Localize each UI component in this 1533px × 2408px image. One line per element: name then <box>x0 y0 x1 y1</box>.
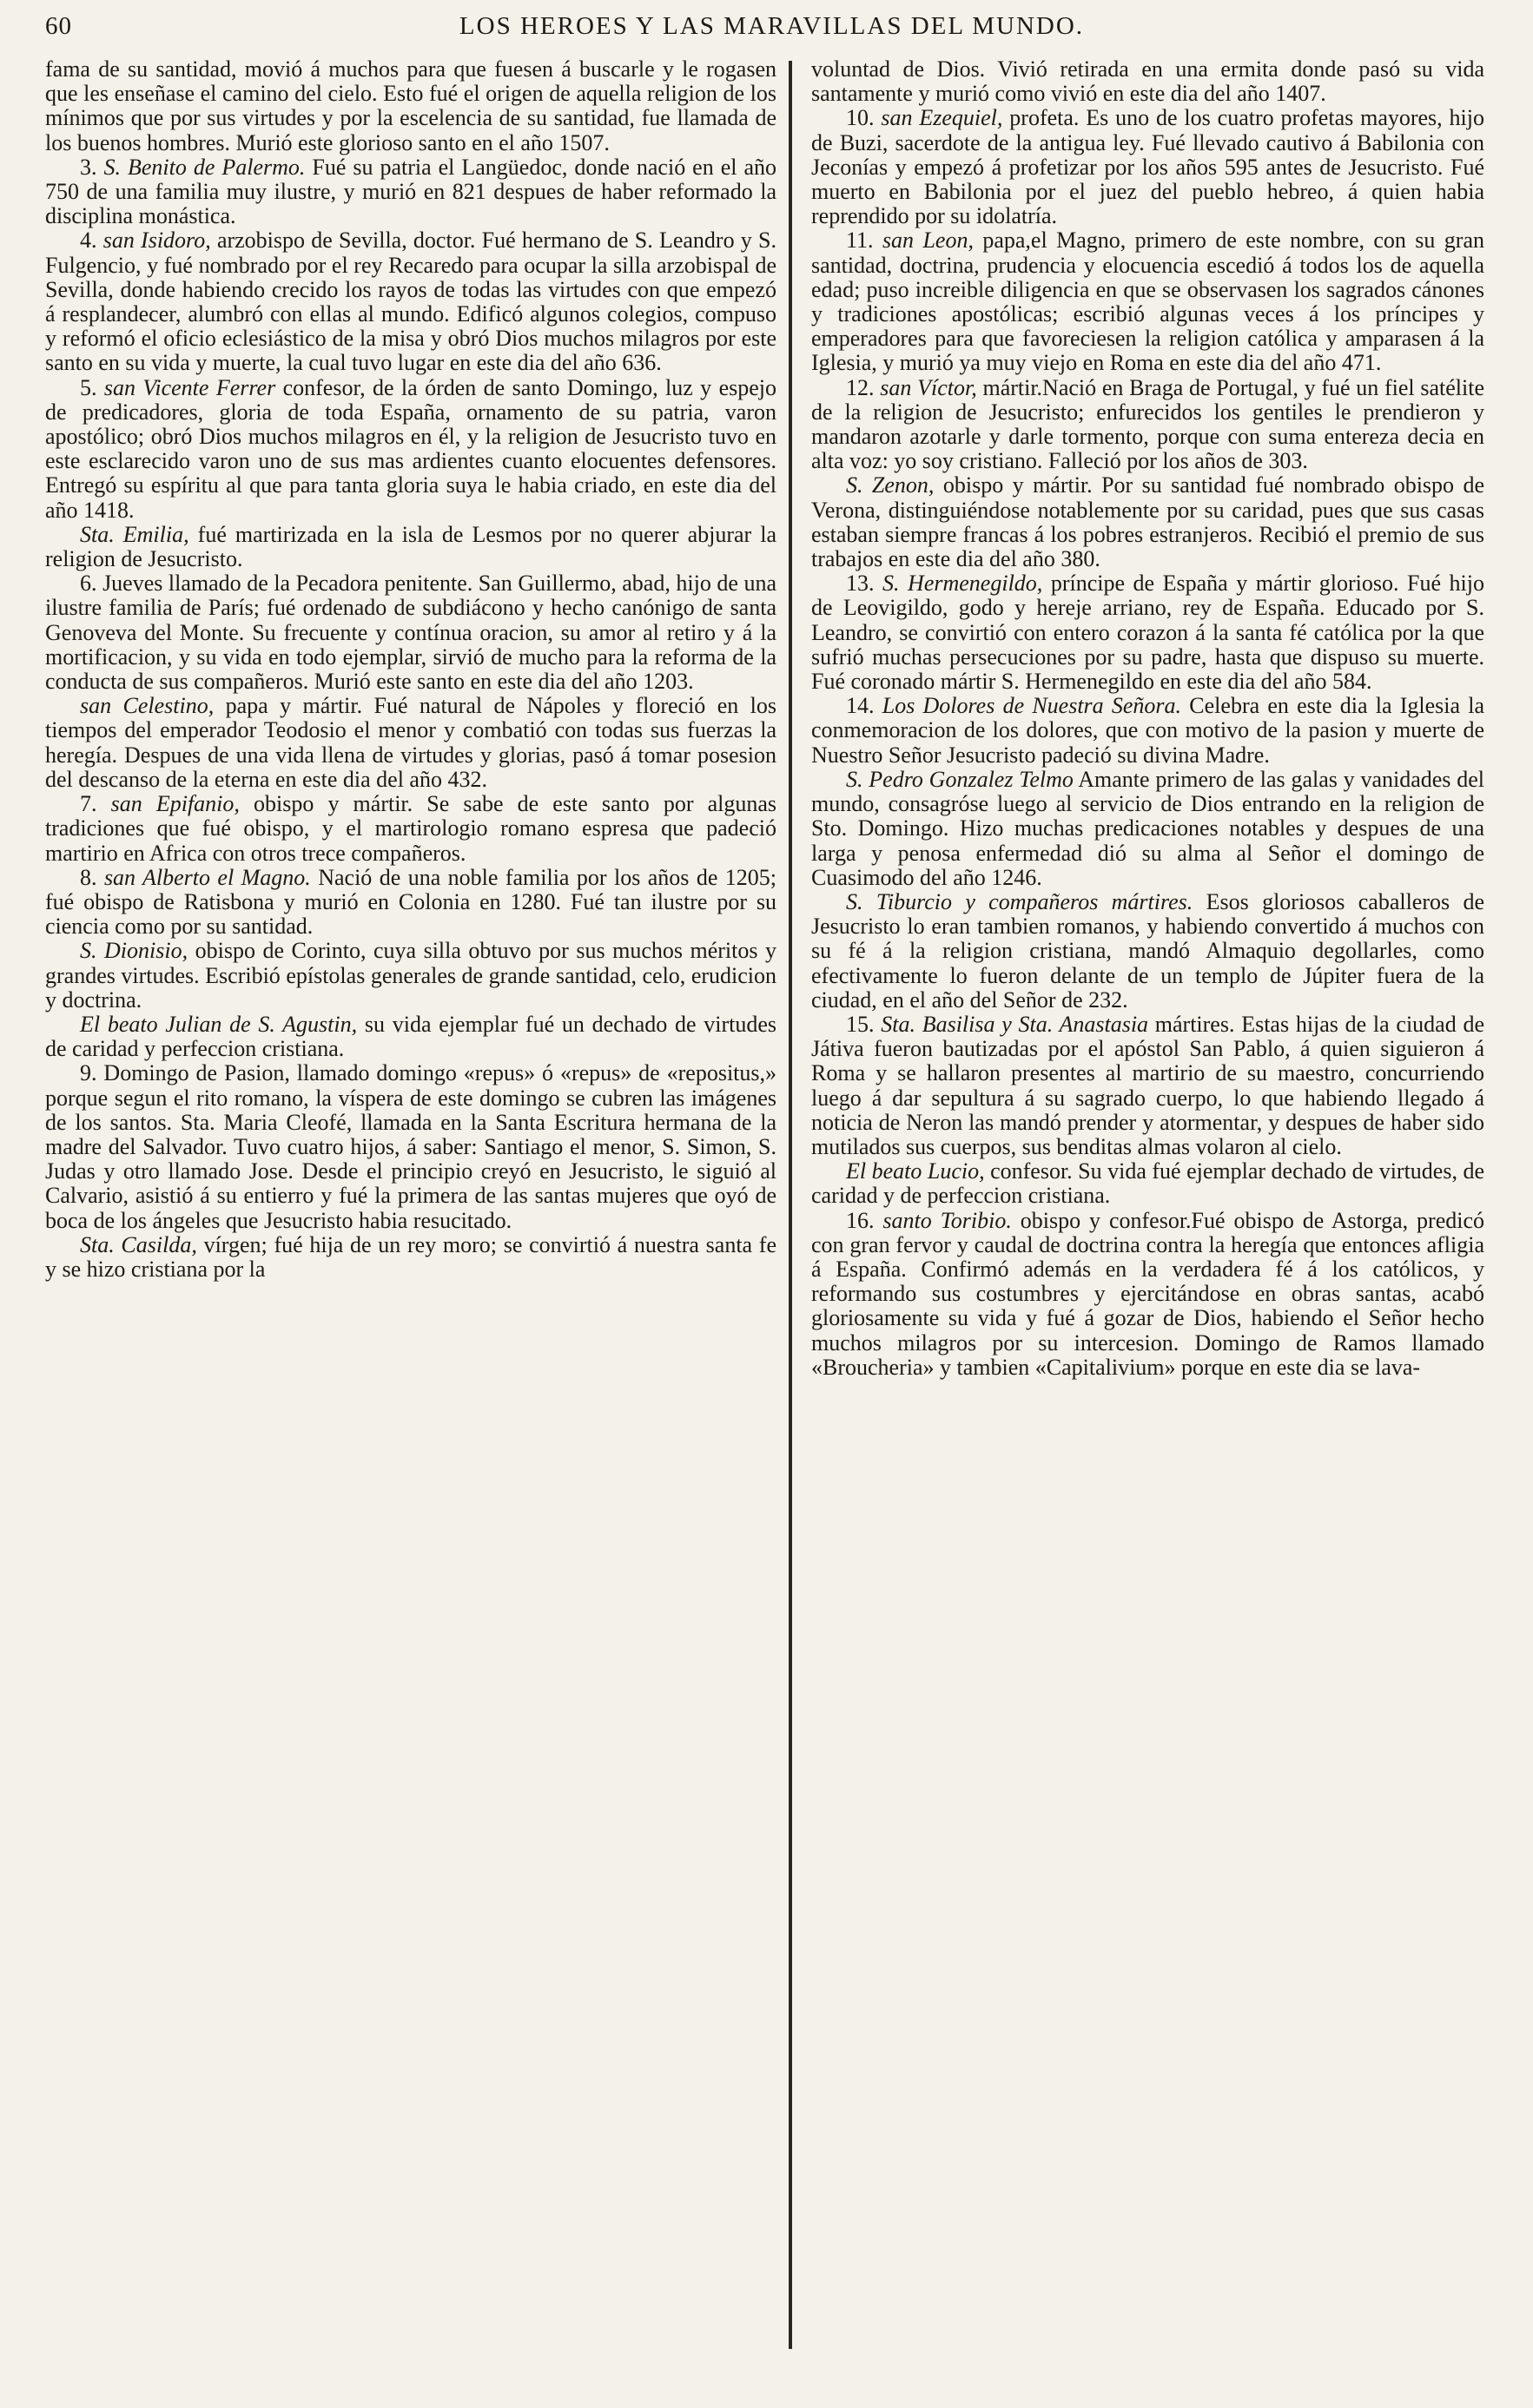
calendar-entry <box>811 376 1484 474</box>
entry-saint-name: S. Zenon, <box>846 472 935 498</box>
entry-text: obispo de Corinto, cuya silla obtuvo por sus muchos méritos y grandes virtudes. Escribió epístolas generales de grande santidad, celo, erudicion y doctrina. <box>45 938 776 1013</box>
entry-day-number: 4. <box>80 228 97 254</box>
entry-text: profeta. Es uno de los cuatro profetas mayores, hijo de Buzi, sacerdote de la antigua ley. Fué llevado cautivo á Babilonia con Jeconías y empezó á profetizar por los años 595 antes de Jesucristo. Fué muerto en Babilonia por el juez del pueblo hebreo, á quien habia reprendido por su idolatría. <box>811 105 1484 229</box>
entry-saint-name: Los Dolores de Nuestra Señora. <box>882 693 1182 719</box>
entry-day-number: 10. <box>846 105 875 131</box>
entry-saint-name: S. Benito de Palermo. <box>103 154 306 180</box>
calendar-entry <box>811 1209 1484 1380</box>
right-column <box>811 57 1484 1380</box>
entry-text: mártires. Estas hijas de la ciudad de Játiva fueron bautizadas por el apóstol San Pablo, á quien siguieron á Roma y se hallaron presentes al martirio de su maestro, concurriendo luego á dar sepultura á su sagrado cuerpo, lo que habiendo llegado á noticia de Neron las mandó prender y atormentar, y despues de haber sido mutilados sus cuerpos, sus benditas almas volaron al cielo. <box>811 1011 1485 1159</box>
entry-text: príncipe de España y mártir glorioso. Fué hijo de Leovigildo, godo y hereje arriano, rey de España. Educado por S. Leandro, se convirtió con entero corazon á la santa fé católica por la que sufrió muchas persecuciones por su padre, hasta que dispuso su muerte. Fué coronado mártir S. Hermenegildo en este dia del año 584. <box>811 571 1484 695</box>
calendar-entry <box>45 376 776 523</box>
entry-saint-name: S. Dionisio, <box>80 938 188 964</box>
entry-saint-name: san Ezequiel, <box>881 105 1003 131</box>
calendar-entry <box>811 473 1484 571</box>
page-number: 60 <box>45 12 72 40</box>
entry-text: Esos gloriosos caballeros de Jesucristo lo eran tambien romanos, y habiendo convertido á muchos con su fé á la religion cristiana, mandó Almaquio degollarles, como efectivamente lo fueron delante de un templo de Júpiter fuera de la ciudad, en el año del Señor de 232. <box>811 888 1484 1013</box>
entry-saint-name: san Leon, <box>882 228 974 254</box>
entry-saint-name: Sta. Emilia, <box>80 521 189 547</box>
calendar-entry <box>45 866 776 940</box>
entry-text: confesor. Su vida fué ejemplar dechado de virtudes, de caridad y de perfeccion cristiana. <box>811 1158 1485 1209</box>
calendar-entry <box>811 890 1484 1013</box>
calendar-entry <box>811 57 1484 106</box>
calendar-entry <box>811 768 1484 890</box>
entry-day-number: 3. <box>80 154 97 180</box>
entry-saint-name: S. Pedro Gonzalez Telmo <box>846 766 1074 792</box>
entry-day-number: 5. <box>80 374 97 400</box>
entry-saint-name: san Isidoro, <box>102 228 211 254</box>
entry-text: Fué su patria el Langüedoc, donde nació en el año 750 de una familia muy ilustre, y murió en 821 despues de haber reformado la disciplina monástica. <box>45 154 776 229</box>
entry-day-number: 14. <box>846 693 875 719</box>
entry-text: Nació de una noble familia por los años de 1205; fué obispo de Ratisbona y murió en Colonia en 1280. Fué tan ilustre por su ciencia como por su santidad. <box>45 864 777 940</box>
column-divider <box>789 61 792 2349</box>
calendar-entry <box>45 939 776 1013</box>
entry-day-number: 16. <box>846 1207 875 1233</box>
entry-saint-name: san Vicente Ferrer <box>103 374 276 400</box>
entry-saint-name: santo Toribio. <box>882 1207 1012 1233</box>
entry-day-number: 11. <box>846 228 874 254</box>
entry-text: fama de su santidad, movió á muchos para que fuesen á buscarle y le rogasen que les enseñase el camino del cielo. Esto fué el origen de aquella religion de los mínimos que por sus virtudes y por la escelencia de su santidad, fue llamada de los buenos hombres. Murió este glorioso santo en el año 1507. <box>45 56 776 155</box>
entry-text: papa y mártir. Fué natural de Nápoles y floreció en los tiempos del emperador Teodosio el menor y combatió con todas sus fuerzas la heregía. Despues de una vida llena de virtudes y glorias, pasó á tomar posesion del descanso de la eterna en este dia del año 432. <box>45 693 776 792</box>
entry-saint-name: san Alberto el Magno. <box>103 864 311 890</box>
entry-day-number: 12. <box>846 374 875 400</box>
entry-text: su vida ejemplar fué un dechado de virtudes de caridad y perfeccion cristiana. <box>45 1011 777 1062</box>
entry-saint-name: Sta. Basilisa y Sta. Anastasia <box>881 1011 1149 1037</box>
entry-text: mártir.Nació en Braga de Portugal, y fué un fiel satélite de la religion de Jesucristo; enfurecidos los gentiles le prendieron y mandaron azotarle y darle tormento, porque con suma entereza decia en alta voz: yo soy cristiano. Falleció por los años de 303. <box>811 374 1485 474</box>
entry-text: vírgen; fué hija de un rey moro; se convirtió á nuestra santa fe y se hizo cristiana por la <box>45 1231 776 1282</box>
entry-text: arzobispo de Sevilla, doctor. Fué hermano de S. Leandro y S. Fulgencio, y fué nombrado por el rey Recaredo para ocupar la silla arzobispal de Sevilla, donde habiendo crecido los rayos de todas las virtudes con que empezó á resplandecer, alumbró con ellas al mundo. Edificó algunos colegios, compuso y reformó el oficio eclesiástico de la misa y obró Dios muchos milagros por este santo en su vida y muerte, la cual tuvo lugar en este dia del año 636. <box>45 228 776 376</box>
entry-saint-name: S. Tiburcio y compañeros mártires. <box>846 888 1193 914</box>
entry-saint-name: san Celestino, <box>80 693 215 719</box>
entry-saint-name: san Víctor, <box>880 374 977 400</box>
entry-text: Amante primero de las galas y vanidades del mundo, consagróse luego al servicio de Dios entrando en la religion de Sto. Domingo. Hizo muchas predicaciones notables y despues de una larga y penosa enfermedad dió su alma al Señor el domingo de Cuasimodo del año 1246. <box>811 766 1484 890</box>
calendar-entry <box>811 1013 1484 1159</box>
calendar-entry <box>45 1233 776 1282</box>
entry-saint-name: El beato Julian de S. Agustin, <box>80 1011 358 1037</box>
entry-text: voluntad de Dios. Vivió retirada en una ermita donde pasó su vida santamente y murió como vivió en este dia del año 1407. <box>811 56 1484 107</box>
calendar-entry <box>811 571 1484 694</box>
calendar-entry <box>811 694 1484 768</box>
entry-text: obispo y mártir. Por su santidad fué nombrado obispo de Verona, distinguiéndose notablemente por su caridad, pues que sus casas estaban siempre francas á los pobres estranjeros. Recibió el premio de sus trabajos en este dia del año 380. <box>811 472 1485 572</box>
entry-day-number: 9. <box>80 1060 97 1086</box>
entry-text: papa,el Magno, primero de este nombre, con su gran santidad, doctrina, prudencia y elocuencia escedió á todos los de aquella edad; puso increible diligencia en que se observasen los sagrados cánones y tradiciones apostólicas; escribió algunas veces á los príncipes y emperadores para que favoreciesen la religion católica y amparasen á la Iglesia, y murió ya muy viejo en Roma en este dia del año 471. <box>811 228 1485 376</box>
calendar-entry <box>45 792 776 866</box>
entry-saint-name: S. Hermenegildo, <box>882 571 1043 597</box>
entry-day-number: 8. <box>80 864 97 890</box>
calendar-entry <box>811 106 1484 228</box>
calendar-entry <box>45 155 776 229</box>
calendar-entry <box>45 57 776 155</box>
entry-text: fué martirizada en la isla de Lesmos por no querer abjurar la religion de Jesucristo. <box>45 521 776 572</box>
calendar-entry <box>45 523 776 571</box>
entry-day-number: 7. <box>80 791 97 817</box>
entry-text: Celebra en este dia la Iglesia la conmemoracion de los dolores, que con motivo de la pasion y muerte de Nuestro Señor Jesucristo padeció su divina Madre. <box>811 693 1485 768</box>
calendar-entry <box>45 228 776 375</box>
entry-day-number: 6. <box>80 571 97 597</box>
calendar-entry <box>45 571 776 694</box>
entry-text: Domingo de Pasion, llamado domingo «repus» ó «repus» de «repositus,» porque segun el rito romano, la víspera de este domingo se cubren las imágenes de los santos. Sta. Maria Cleofé, llamada en la Santa Escritura hermana de la madre del Salvador. Tuvo cuatro hijos, á saber: Santiago el menor, S. Simon, S. Judas y otro llamado Jose. Desde el principio creyó en Jesucristo, le siguió al Calvario, asistió á su entierro y fué la primera de las santas mujeres que oyó de boca de los ángeles que Jesucristo habia resucitado. <box>45 1060 777 1233</box>
entry-day-number: 13. <box>846 571 875 597</box>
entry-text: confesor, de la órden de santo Domingo, luz y espejo de predicadores, gloria de toda España, ornamento de su patria, varon apostólico; obró Dios muchos milagros en él, y la religion de Jesucristo tuvo en este esclarecido varon uno de sus mas ardientes cuanto elocuentes defensores. Entregó su espíritu al que para tanta gloria suya le habia criado, en este dia del año 1418. <box>45 374 777 523</box>
calendar-entry <box>45 694 776 792</box>
entry-saint-name: san Epifanio, <box>110 791 240 817</box>
left-column <box>45 57 776 1282</box>
calendar-entry <box>45 1013 776 1061</box>
entry-saint-name: El beato Lucio, <box>846 1158 985 1184</box>
calendar-entry <box>811 1159 1484 1208</box>
calendar-entry <box>811 228 1484 375</box>
entry-day-number: 15. <box>846 1011 875 1037</box>
entry-text: Jueves llamado de la Pecadora penitente. San Guillermo, abad, hijo de una ilustre familia de París; fué ordenado de subdiácono y hecho canónigo de santa Genoveva del Monte. Su frecuente y contínua oracion, su amor al retiro y á la mortificacion, y su vida en todo ejemplar, sirvió de mucho para la reforma de la conducta de sus compañeros. Murió este santo en este dia del año 1203. <box>45 571 777 695</box>
entry-saint-name: Sta. Casilda, <box>80 1231 197 1257</box>
calendar-entry <box>45 1061 776 1232</box>
entry-text: obispo y mártir. Se sabe de este santo por algunas tradiciones que fué obispo, y el martirologio romano espresa que padeció martirio en Africa con otros trece compañeros. <box>45 791 777 866</box>
page-header <box>45 12 1498 47</box>
entry-text: obispo y confesor.Fué obispo de Astorga, predicó con gran fervor y caudal de doctrina contra la heregía que entonces afligia á España. Confirmó además en la verdadera fé á los católicos, y reformando sus costumbres y ejercitándose en obras santas, acabó gloriosamente su vida y fué á gozar de Dios, habiendo el Señor hecho muchos milagros por su intercesion. Domingo de Ramos llamado «Broucheria» y tambien «Capitalivium» porque en este dia se lava- <box>811 1207 1485 1380</box>
running-title: LOS HEROES Y LAS MARAVILLAS DEL MUNDO. <box>459 12 1085 40</box>
